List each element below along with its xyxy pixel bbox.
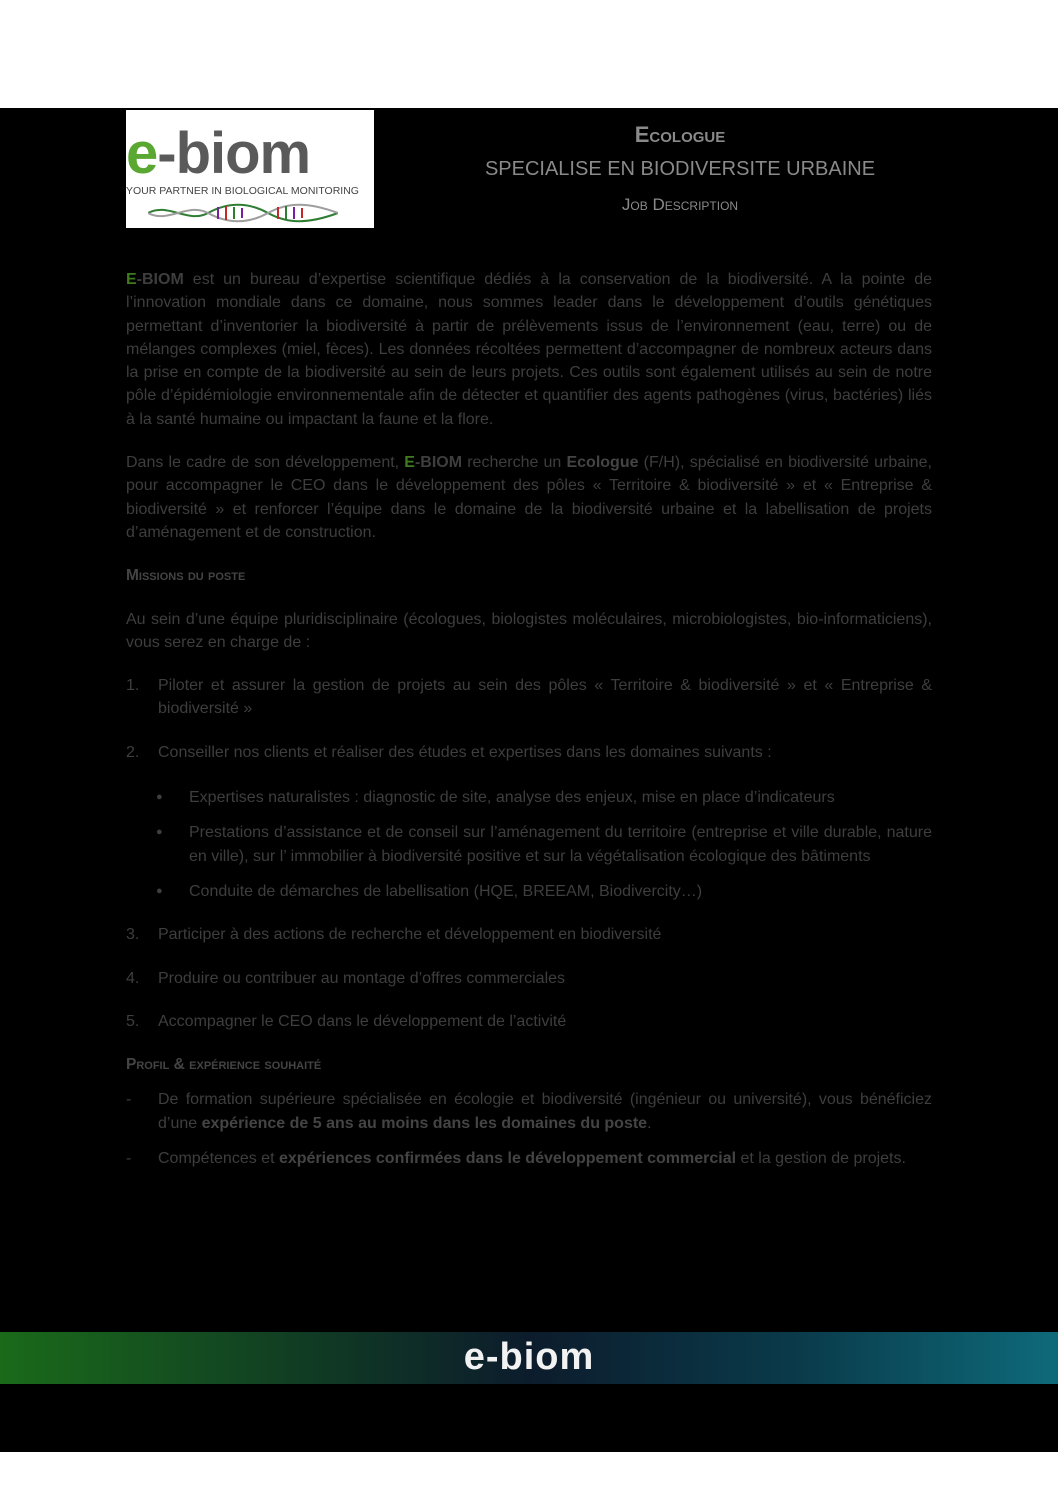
bullet-icon: ●: [156, 826, 163, 839]
bullet-icon: ●: [156, 791, 163, 804]
logo-wordmark: e-biom: [126, 121, 311, 186]
job-description-label: Job Description: [621, 195, 739, 214]
list-item: 2. Conseiller nos clients et réaliser des études et expertises dans les domaines suivants :: [126, 743, 772, 761]
missions-intro: Au sein d’une équipe pluridisciplinaire (écologues, biologistes moléculaires, microbiologistes, bio-informaticiens), vous serez en charge de :: [126, 610, 932, 651]
page-subtitle: SPECIALISE EN BIODIVERSITE URBAINE: [484, 158, 876, 180]
list-item: 4. Produire ou contribuer au montage d’offres commerciales: [126, 969, 566, 987]
page-title: Ecologue: [634, 122, 726, 147]
company-logo: [126, 110, 374, 228]
list-item: 1. Piloter et assurer la gestion de projets au sein des pôles « Territoire & biodiversité » et « Entreprise & biodiversité »: [126, 677, 932, 718]
intro-paragraph: E-BIOM est un bureau d’expertise scientifique dédiés à la conservation de la biodiversité. A la pointe de l’innovation mondiale dans ce domaine, nous sommes leader dans le développement d’outils génétiques permettant d’inventorier la biodiversité à partir de prélèvements issus de l’environnement (eau, terre) ou de mélanges complexes (miel, fèces). Les données récoltées permettent d’accompagner de nombreux acteurs dans la prise en compte de la biodiversité au sein de leurs projets. Ces outils sont également utilisés au sein de notre pôle d’épidémiologie environnementale afin de détecter et quantifier des agents pathogènes (virus, bactéries) liés à la santé humaine ou impactant la faune et la flore.: [126, 271, 932, 428]
bullet-item: ● Conduite de démarches de labellisation (HQE, BREEAM, Biodivercity…): [126, 880, 932, 903]
dna-icon: [148, 202, 338, 224]
logo-tagline: YOUR PARTNER IN BIOLOGICAL MONITORING: [126, 185, 359, 197]
footer-logo: e-biom: [463, 1336, 595, 1378]
footer-banner: [0, 1332, 1058, 1384]
list-item: 5. Accompagner le CEO dans le développement de l’activité: [126, 1012, 567, 1030]
recruit-paragraph: Dans le cadre de son développement, E-BIOM recherche un Ecologue (F/H), spécialisé en biodiversité urbaine, pour accompagner le CEO dans le développement des pôles « Territoire & biodiversité » et « Entreprise & biodiversité » et renforcer l’équipe dans le domaine de la biodiversité urbaine et la labellisation de projets d’aménagement et de construction.: [126, 454, 932, 541]
list-item: - De formation supérieure spécialisée en écologie et biodiversité (ingénieur ou université), vous bénéficiez d’une expérience de 5 ans au moins dans les domaines du poste.: [126, 1091, 932, 1132]
bullet-item: ● Expertises naturalistes : diagnostic de site, analyse des enjeux, mise en place d’indicateurs: [126, 786, 932, 809]
bullet-icon: ●: [156, 884, 163, 897]
bullet-item: ● Prestations d’assistance et de conseil sur l’aménagement du territoire (entreprise et ville durable, nature en ville), sur l’ immobilier à biodiversité positive et sur la végétalisation écologique des bâtiments: [126, 821, 932, 868]
missions-heading: Missions du poste: [126, 567, 246, 585]
list-item: 3. Participer à des actions de recherche et développement en biodiversité: [126, 926, 662, 944]
document-body: [126, 268, 932, 1182]
header-title-block: [430, 118, 930, 222]
list-item: - Compétences et expériences confirmées dans le développement commercial et la gestion de projets.: [126, 1150, 906, 1168]
profile-heading: Profil & expérience souhaité: [126, 1056, 322, 1074]
